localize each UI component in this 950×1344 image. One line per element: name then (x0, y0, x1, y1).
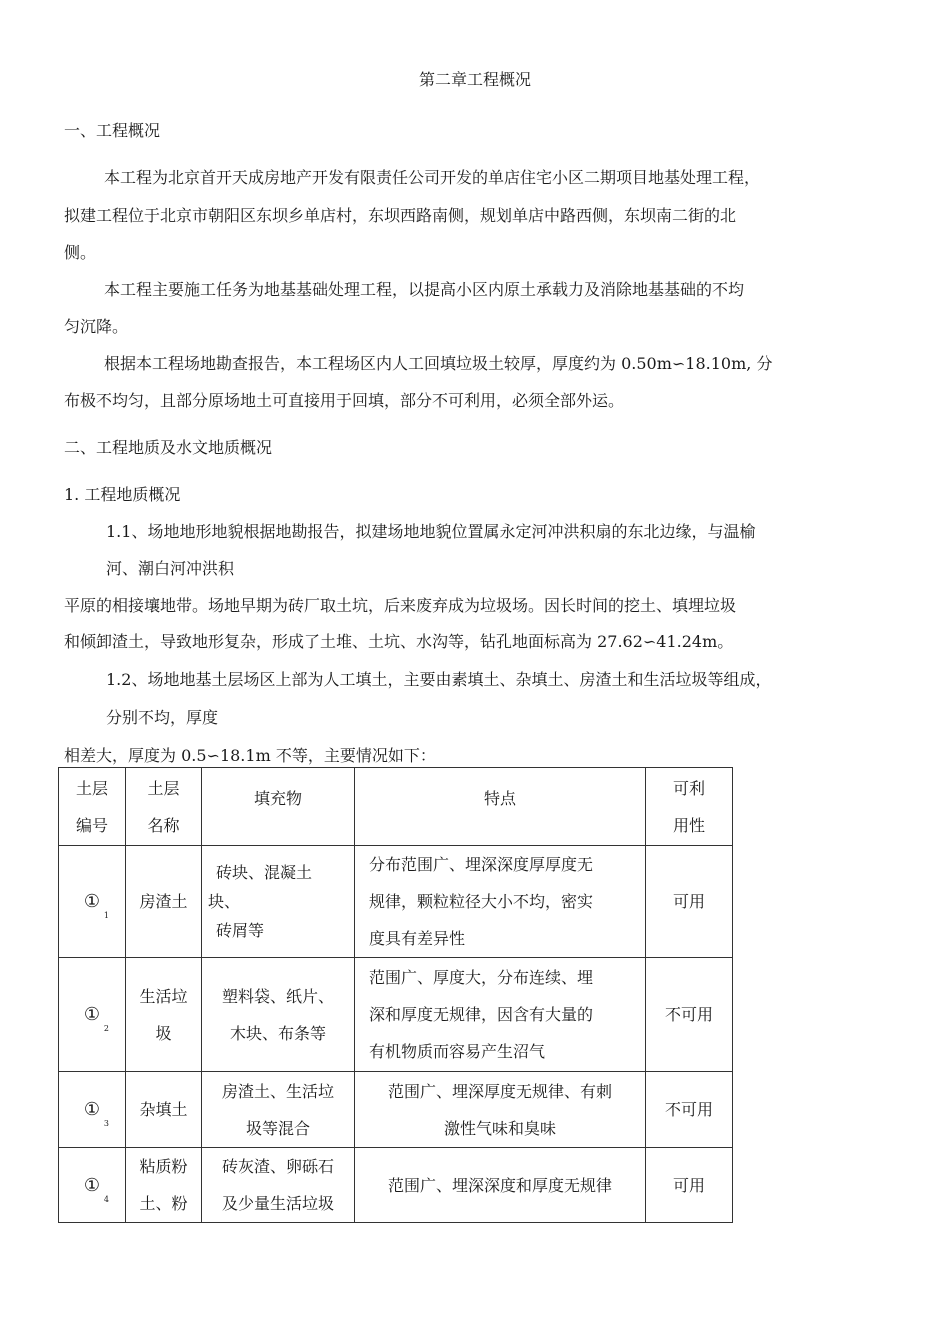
layer-number-cell: ① 1 (59, 846, 126, 958)
section-heading-geology: 二、工程地质及水文地质概况 (64, 438, 273, 457)
header-cell: 填充物 (202, 768, 355, 846)
header-cell: 土层 名称 (126, 768, 202, 846)
page-title: 第二章工程概况 (418, 70, 531, 89)
paragraph-line: 根据本工程场地勘查报告，本工程场区内人工回填垃圾土较厚，厚度约为 0.50m∽18.10m, 分 (104, 354, 773, 373)
table-row (59, 846, 733, 958)
paragraph-line: 相差大，厚度为 0.5∽18.1m 不等，主要情况如下： (64, 746, 436, 765)
layer-name-cell: 房渣土 (126, 846, 202, 958)
layer-number-cell: ① 2 (59, 958, 126, 1072)
layer-number-cell: ① 3 (59, 1072, 126, 1148)
feature-cell: 范围广、埋深厚度无规律、有刺 激性气味和臭味 (355, 1072, 646, 1148)
fill-cell: 塑料袋、纸片、 木块、布条等 (202, 958, 355, 1072)
feature-cell: 范围广、厚度大，分布连续、埋 深和厚度无规律，因含有大量的 有机物质而容易产生沼气 (355, 958, 646, 1072)
usability-cell: 不可用 (646, 1072, 733, 1148)
table-row (59, 1148, 733, 1223)
section-heading-overview: 一、工程概况 (64, 121, 161, 140)
feature-cell: 范围广、埋深深度和厚度无规律 (355, 1148, 646, 1223)
paragraph-line: 本工程主要施工任务为地基基础处理工程，以提高小区内原土承载力及消除地基基础的不均 (104, 280, 745, 299)
paragraph-line: 分别不均，厚度 (106, 708, 219, 727)
feature-cell: 分布范围广、埋深深度厚厚度无 规律，颗粒粒径大小不均，密实 度具有差异性 (355, 846, 646, 958)
soil-layer-table (58, 767, 733, 1223)
header-cell: 可利 用性 (646, 768, 733, 846)
table-header-row (59, 768, 733, 846)
header-cell: 土层 编号 (59, 768, 126, 846)
fill-cell: 砖块、混凝土 块、 砖屑等 (202, 846, 355, 958)
layer-name-cell: 生活垃 圾 (126, 958, 202, 1072)
paragraph-line: 和倾卸渣土，导致地形复杂，形成了土堆、土坑、水沟等，钻孔地面标高为 27.62∽41.24m。 (64, 632, 734, 651)
table-row (59, 958, 733, 1072)
paragraph-line: 本工程为北京首开天成房地产开发有限责任公司开发的单店住宅小区二期项目地基处理工程， (104, 168, 761, 187)
paragraph-line: 平原的相接壤地带。场地早期为砖厂取土坑，后来废弃成为垃圾场。因长时间的挖土、填埋垃圾 (64, 596, 737, 615)
usability-cell: 可用 (646, 1148, 733, 1223)
table-row (59, 1072, 733, 1148)
paragraph-line: 侧。 (64, 243, 97, 262)
usability-cell: 不可用 (646, 958, 733, 1072)
fill-cell: 砖灰渣、卵砾石 及少量生活垃圾 (202, 1148, 355, 1223)
fill-cell: 房渣土、生活垃 圾等混合 (202, 1072, 355, 1148)
header-cell: 特点 (355, 768, 646, 846)
layer-number-cell: ① 4 (59, 1148, 126, 1223)
layer-name-cell: 杂填土 (126, 1072, 202, 1148)
paragraph-line: 1.2、场地地基土层场区上部为人工填土，主要由素填土、杂填土、房渣土和生活垃圾等组成， (106, 670, 772, 689)
paragraph-line: 1.1、场地地形地貌根据地勘报告，拟建场地地貌位置属永定河冲洪积扇的东北边缘，与温榆 (106, 522, 756, 541)
paragraph-line: 布极不均匀，且部分原场地土可直接用于回填，部分不可利用，必须全部外运。 (64, 391, 625, 410)
paragraph-line: 拟建工程位于北京市朝阳区东坝乡单店村，东坝西路南侧，规划单店中路西侧，东坝南二街的北 (64, 206, 737, 225)
paragraph-line: 匀沉降。 (64, 317, 129, 336)
subsection-heading: 1. 工程地质概况 (64, 485, 181, 504)
paragraph-line: 河、潮白河冲洪积 (106, 559, 235, 578)
layer-name-cell: 粘质粉 土、粉 (126, 1148, 202, 1223)
usability-cell: 可用 (646, 846, 733, 958)
